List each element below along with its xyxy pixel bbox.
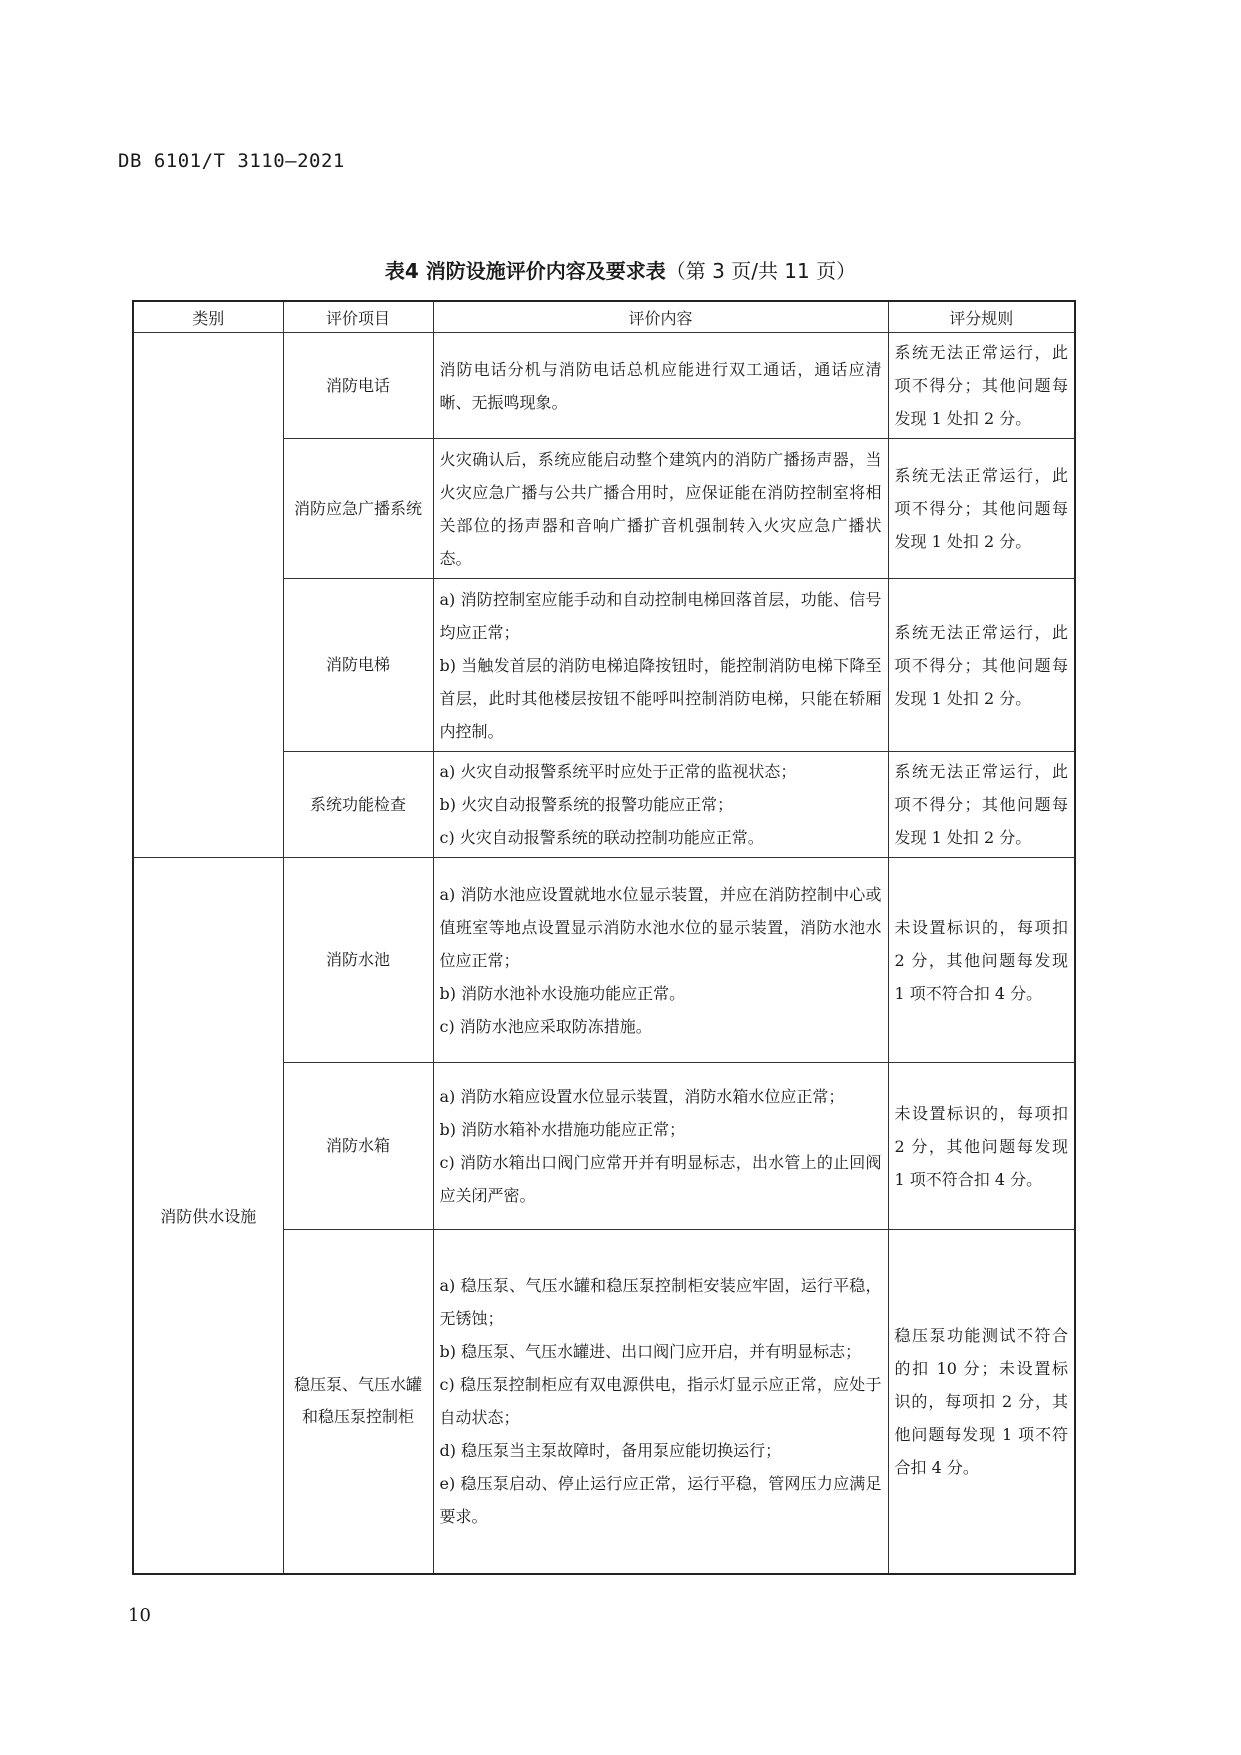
category-cell: 消防供水设施	[133, 858, 283, 1574]
table-title-page-info: （第 3 页/共 11 页）	[665, 259, 857, 283]
content-line: b) 当触发首层的消防电梯追降按钮时，能控制消防电梯下降至首层，此时其他楼层按钮不能呼叫控制消防电梯，只能在轿厢内控制。	[439, 655, 882, 741]
content-cell	[433, 333, 888, 439]
content-line: b) 火灾自动报警系统的报警功能应正常；	[439, 795, 734, 814]
rule-cell: 系统无法正常运行，此项不得分；其他问题每发现 1 处扣 2 分。	[888, 333, 1075, 439]
content-line: b) 消防水箱补水措施功能应正常；	[439, 1120, 686, 1139]
content-cell	[433, 579, 888, 752]
rule-cell: 系统无法正常运行，此项不得分；其他问题每发现 1 处扣 2 分。	[888, 579, 1075, 752]
column-header-category: 类别	[133, 301, 283, 333]
item-cell: 消防电话	[283, 333, 433, 439]
content-line: a) 消防控制室应能手动和自动控制电梯回落首层，功能、信号均应正常；	[439, 589, 882, 642]
page-number: 10	[128, 1605, 151, 1626]
content-line: b) 消防水池补水设施功能应正常。	[439, 983, 686, 1003]
rule-cell: 未设置标识的，每项扣 2 分，其他问题每发现 1 项不符合扣 4 分。	[888, 1063, 1075, 1230]
content-line: b) 稳压泵、气压水罐进、出口阀门应开启，并有明显标志；	[439, 1342, 862, 1362]
column-header-rule: 评分规则	[888, 301, 1075, 333]
content-cell	[433, 439, 888, 579]
table-row	[133, 333, 1075, 439]
item-cell: 消防水箱	[283, 1063, 433, 1230]
content-line: e) 稳压泵启动、停止运行应正常，运行平稳，管网压力应满足要求。	[439, 1474, 882, 1527]
content-cell	[433, 858, 888, 1063]
item-cell: 稳压泵、气压水罐和稳压泵控制柜	[283, 1230, 433, 1574]
item-cell: 消防应急广播系统	[283, 439, 433, 579]
document-code: DB 6101/T 3110—2021	[118, 150, 345, 172]
content-cell	[433, 1063, 888, 1230]
evaluation-table	[132, 300, 1076, 1575]
column-header-content: 评价内容	[433, 301, 888, 333]
rule-cell: 系统无法正常运行，此项不得分；其他问题每发现 1 处扣 2 分。	[888, 439, 1075, 579]
rule-cell: 系统无法正常运行，此项不得分；其他问题每发现 1 处扣 2 分。	[888, 752, 1075, 858]
table-title	[0, 255, 1241, 284]
item-cell: 消防电梯	[283, 579, 433, 752]
content-line: a) 消防水池应设置就地水位显示装置，并应在消防控制中心或值班室等地点设置显示消防水池水位的显示装置，消防水池水位应正常；	[439, 884, 882, 970]
table-header-row	[133, 301, 1075, 333]
column-header-item: 评价项目	[283, 301, 433, 333]
content-line: c) 火灾自动报警系统的联动控制功能应正常。	[439, 828, 764, 847]
content-line: c) 稳压泵控制柜应有双电源供电，指示灯显示应正常，应处于自动状态；	[439, 1375, 882, 1428]
content-line: 火灾确认后，系统应能启动整个建筑内的消防广播扬声器，当火灾应急广播与公共广播合用时，应保证能在消防控制室将相关部位的扬声器和音响广播扩音机强制转入火灾应急广播状态。	[439, 449, 882, 568]
rule-cell: 未设置标识的，每项扣 2 分，其他问题每发现 1 项不符合扣 4 分。	[888, 858, 1075, 1063]
content-line: c) 消防水池应采取防冻措施。	[439, 1016, 652, 1036]
content-line: a) 消防水箱应设置水位显示装置，消防水箱水位应正常；	[439, 1087, 845, 1106]
table-row	[133, 858, 1075, 1063]
item-cell: 消防水池	[283, 858, 433, 1063]
category-cell	[133, 333, 283, 858]
content-line: c) 消防水箱出口阀门应常开并有明显标志，出水管上的止回阀应关闭严密。	[439, 1153, 882, 1205]
content-cell	[433, 1230, 888, 1574]
table-title-main: 表4 消防设施评价内容及要求表	[384, 259, 666, 283]
content-cell	[433, 752, 888, 858]
item-cell: 系统功能检查	[283, 752, 433, 858]
content-line: a) 稳压泵、气压水罐和稳压泵控制柜安装应牢固，运行平稳，无锈蚀；	[439, 1276, 882, 1329]
content-line: 消防电话分机与消防电话总机应能进行双工通话，通话应清晰、无振鸣现象。	[439, 359, 882, 412]
content-line: d) 稳压泵当主泵故障时，备用泵应能切换运行；	[439, 1441, 782, 1461]
content-line: a) 火灾自动报警系统平时应处于正常的监视状态；	[439, 762, 797, 781]
rule-cell: 稳压泵功能测试不符合的扣 10 分；未设置标识的，每项扣 2 分，其他问题每发现 1 项不符合扣 4 分。	[888, 1230, 1075, 1574]
